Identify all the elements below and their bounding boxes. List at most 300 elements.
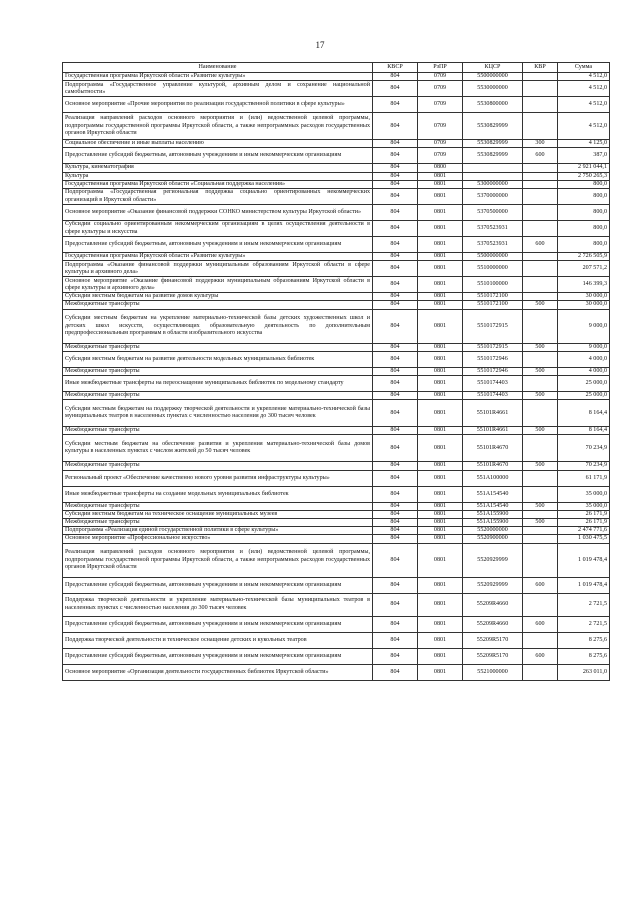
table-header-row — [63, 63, 610, 73]
cell-kvsr: 804 — [373, 427, 418, 435]
cell-name: Межбюджетные трансферты — [63, 519, 373, 527]
cell-sum: 9 000,0 — [558, 309, 610, 343]
table-row — [63, 593, 610, 616]
cell-rzpr: 0709 — [418, 73, 463, 81]
header-rzpr: РзПР — [418, 63, 463, 73]
cell-kvr: 500 — [523, 367, 558, 375]
cell-sum: 8 275,6 — [558, 632, 610, 648]
cell-kvr — [523, 543, 558, 577]
cell-kvsr: 804 — [373, 502, 418, 510]
cell-kcsr: 5521000000 — [463, 664, 523, 680]
cell-kvr — [523, 400, 558, 427]
cell-sum: 1 030 475,5 — [558, 535, 610, 543]
cell-name: Межбюджетные трансферты — [63, 367, 373, 375]
cell-rzpr: 0801 — [418, 261, 463, 277]
table-row — [63, 140, 610, 148]
cell-name: Основное мероприятие «Профессиональное искусство» — [63, 535, 373, 543]
cell-kcsr: 5510174403 — [463, 392, 523, 400]
cell-rzpr: 0801 — [418, 351, 463, 367]
cell-name: Поддержка творческой деятельности и техническое оснащение детских и кукольных театров — [63, 632, 373, 648]
cell-kvr — [523, 221, 558, 237]
table-row — [63, 486, 610, 502]
cell-kvsr: 804 — [373, 164, 418, 172]
cell-name: Межбюджетные трансферты — [63, 502, 373, 510]
cell-kvsr: 804 — [373, 253, 418, 261]
table-row — [63, 427, 610, 435]
cell-name: Основное мероприятие «Оказание финансовой поддержки СОНКО министерством культуры Иркутской области» — [63, 205, 373, 221]
cell-kvr — [523, 113, 558, 140]
cell-kvr — [523, 486, 558, 502]
cell-name: Предоставление субсидий бюджетным, автономным учреждениям и иным некоммерческим организациям — [63, 577, 373, 593]
cell-kvsr: 804 — [373, 470, 418, 486]
cell-rzpr: 0801 — [418, 189, 463, 205]
table-row — [63, 73, 610, 81]
cell-sum: 2 474 771,6 — [558, 527, 610, 535]
cell-kvsr: 804 — [373, 486, 418, 502]
cell-kvsr: 804 — [373, 237, 418, 253]
cell-sum: 26 171,9 — [558, 510, 610, 518]
cell-kvsr: 804 — [373, 577, 418, 593]
cell-kcsr: 5370523931 — [463, 221, 523, 237]
cell-name: Подпрограмма «Оказание финансовой поддержки муниципальным образованиям Иркутской области в сфере культуры и архивного дела» — [63, 261, 373, 277]
cell-rzpr: 0801 — [418, 400, 463, 427]
cell-kvsr: 804 — [373, 462, 418, 470]
cell-kvsr: 804 — [373, 189, 418, 205]
cell-sum: 146 399,3 — [558, 277, 610, 293]
cell-kvsr: 804 — [373, 81, 418, 97]
cell-sum: 25 000,0 — [558, 376, 610, 392]
cell-rzpr: 0709 — [418, 140, 463, 148]
table-row — [63, 113, 610, 140]
cell-rzpr: 0801 — [418, 664, 463, 680]
cell-sum: 387,0 — [558, 148, 610, 164]
cell-rzpr: 0800 — [418, 164, 463, 172]
table-row — [63, 543, 610, 577]
table-row — [63, 301, 610, 309]
cell-kcsr: 5500000000 — [463, 253, 523, 261]
cell-sum: 35 000,0 — [558, 486, 610, 502]
cell-sum: 4 512,0 — [558, 73, 610, 81]
cell-name: Региональный проект «Обеспечение качественно нового уровня развития инфраструктуры культуры» — [63, 470, 373, 486]
cell-kcsr: 5520929999 — [463, 543, 523, 577]
cell-kvsr: 804 — [373, 301, 418, 309]
table-row — [63, 189, 610, 205]
table-row — [63, 648, 610, 664]
cell-sum: 2 750 265,3 — [558, 172, 610, 180]
cell-name: Культура, кинематография — [63, 164, 373, 172]
cell-kvsr: 804 — [373, 205, 418, 221]
cell-sum: 8 164,4 — [558, 400, 610, 427]
cell-name: Реализация направлений расходов основного мероприятия и (или) ведомственной целевой программы, подпрограммы государственной программы Иркутской области, а также непрограммных расходов государственных органов Иркутской области — [63, 113, 373, 140]
table-row — [63, 616, 610, 632]
cell-kcsr: 551A155900 — [463, 519, 523, 527]
cell-sum: 4 512,0 — [558, 81, 610, 97]
cell-kvsr: 804 — [373, 97, 418, 113]
table-row — [63, 502, 610, 510]
cell-name: Государственная программа Иркутской области «Социальная поддержка населения» — [63, 180, 373, 188]
cell-name: Основное мероприятие «Прочие мероприятия по реализации государственной политики в сфере культуры» — [63, 97, 373, 113]
cell-rzpr: 0801 — [418, 486, 463, 502]
cell-kvr — [523, 73, 558, 81]
table-row — [63, 470, 610, 486]
cell-kvsr: 804 — [373, 535, 418, 543]
table-row — [63, 261, 610, 277]
cell-kcsr: 5520000000 — [463, 527, 523, 535]
table-row — [63, 392, 610, 400]
cell-kvr — [523, 435, 558, 462]
cell-sum: 26 171,9 — [558, 519, 610, 527]
table-row — [63, 519, 610, 527]
table-row — [63, 221, 610, 237]
cell-sum: 800,0 — [558, 189, 610, 205]
cell-sum: 2 721,5 — [558, 616, 610, 632]
table-row — [63, 253, 610, 261]
cell-sum: 25 000,0 — [558, 392, 610, 400]
cell-rzpr: 0801 — [418, 527, 463, 535]
cell-rzpr: 0709 — [418, 81, 463, 97]
cell-sum: 207 571,2 — [558, 261, 610, 277]
cell-kvsr: 804 — [373, 519, 418, 527]
cell-kcsr: 551A154540 — [463, 502, 523, 510]
cell-rzpr: 0801 — [418, 470, 463, 486]
cell-rzpr: 0801 — [418, 427, 463, 435]
table-row — [63, 367, 610, 375]
cell-name: Иные межбюджетные трансферты на переоснащение муниципальных библиотек по модельному стандарту — [63, 376, 373, 392]
cell-name: Межбюджетные трансферты — [63, 301, 373, 309]
cell-name: Подпрограмма «Государственное управление культурой, архивным делом и сохранение национальной самобытности» — [63, 81, 373, 97]
cell-kvr — [523, 309, 558, 343]
cell-kvsr: 804 — [373, 392, 418, 400]
cell-kcsr: 5530829999 — [463, 140, 523, 148]
cell-kvr — [523, 376, 558, 392]
header-kvr: КВР — [523, 63, 558, 73]
cell-rzpr: 0801 — [418, 519, 463, 527]
cell-kvr: 500 — [523, 343, 558, 351]
cell-kvr — [523, 632, 558, 648]
cell-kvsr: 804 — [373, 221, 418, 237]
cell-kcsr: 5510172946 — [463, 351, 523, 367]
table-row — [63, 376, 610, 392]
cell-name: Государственная программа Иркутской области «Развитие культуры» — [63, 253, 373, 261]
cell-name: Подпрограмма «Реализация единой государственной политики в сфере культуры» — [63, 527, 373, 535]
header-kvsr: КВСР — [373, 63, 418, 73]
cell-kcsr: 5500000000 — [463, 73, 523, 81]
cell-rzpr: 0801 — [418, 253, 463, 261]
cell-sum: 4 000,0 — [558, 351, 610, 367]
cell-kvsr: 804 — [373, 148, 418, 164]
table-row — [63, 148, 610, 164]
cell-rzpr: 0801 — [418, 462, 463, 470]
cell-name: Субсидии местным бюджетам на развитие деятельности модельных муниципальных библиотек — [63, 351, 373, 367]
cell-sum: 30 000,0 — [558, 293, 610, 301]
cell-rzpr: 0801 — [418, 237, 463, 253]
cell-kvr — [523, 172, 558, 180]
cell-kvr — [523, 189, 558, 205]
cell-name: Поддержка творческой деятельности и укрепление материально-технической базы муниципальных театров в населенных пунктах с численностью населения до 300 тысяч человек — [63, 593, 373, 616]
cell-rzpr: 0801 — [418, 392, 463, 400]
cell-sum: 1 019 478,4 — [558, 543, 610, 577]
cell-kvr — [523, 164, 558, 172]
table-row — [63, 527, 610, 535]
cell-kvr — [523, 261, 558, 277]
cell-kvsr: 804 — [373, 343, 418, 351]
cell-kvsr: 804 — [373, 140, 418, 148]
cell-sum: 263 011,0 — [558, 664, 610, 680]
cell-name: Иные межбюджетные трансферты на создание модельных муниципальных библиотек — [63, 486, 373, 502]
cell-kvsr: 804 — [373, 351, 418, 367]
cell-kvr — [523, 593, 558, 616]
cell-rzpr: 0801 — [418, 535, 463, 543]
cell-name: Межбюджетные трансферты — [63, 343, 373, 351]
cell-rzpr: 0801 — [418, 309, 463, 343]
cell-name: Подпрограмма «Государственная региональная поддержка социально ориентированных некоммерческих организаций в Иркутской области» — [63, 189, 373, 205]
cell-kvsr: 804 — [373, 400, 418, 427]
cell-kvsr: 804 — [373, 261, 418, 277]
cell-kvr — [523, 664, 558, 680]
cell-kvr — [523, 470, 558, 486]
cell-rzpr: 0801 — [418, 502, 463, 510]
cell-kvr — [523, 277, 558, 293]
cell-kvsr: 804 — [373, 113, 418, 140]
cell-kvr: 600 — [523, 648, 558, 664]
cell-name: Межбюджетные трансферты — [63, 427, 373, 435]
cell-rzpr: 0801 — [418, 172, 463, 180]
cell-rzpr: 0801 — [418, 277, 463, 293]
cell-name: Субсидии местным бюджетам на укрепление материально-технической базы детских художественных школ и детских школ искусств, осуществляющих образовательную деятельность по дополнительным предпрофессиональным программам в области изобразительного искусства — [63, 309, 373, 343]
cell-sum: 800,0 — [558, 180, 610, 188]
table-row — [63, 632, 610, 648]
cell-kcsr: 5370500000 — [463, 205, 523, 221]
table-row — [63, 351, 610, 367]
cell-sum: 800,0 — [558, 205, 610, 221]
cell-kcsr: 5510000000 — [463, 261, 523, 277]
cell-kvsr: 804 — [373, 73, 418, 81]
table-row — [63, 172, 610, 180]
cell-kvsr: 804 — [373, 180, 418, 188]
cell-name: Предоставление субсидий бюджетным, автономным учреждениям и иным некоммерческим организациям — [63, 648, 373, 664]
cell-sum: 800,0 — [558, 237, 610, 253]
cell-sum: 4 000,0 — [558, 367, 610, 375]
budget-table — [62, 62, 610, 681]
cell-sum: 70 234,9 — [558, 435, 610, 462]
cell-kcsr — [463, 164, 523, 172]
page-number: 17 — [315, 40, 325, 50]
cell-kcsr: 5510172946 — [463, 367, 523, 375]
cell-rzpr: 0801 — [418, 180, 463, 188]
cell-kvsr: 804 — [373, 527, 418, 535]
cell-kcsr — [463, 172, 523, 180]
table-row — [63, 97, 610, 113]
cell-kvr — [523, 527, 558, 535]
cell-name: Предоставление субсидий бюджетным, автономным учреждениям и иным некоммерческим организациям — [63, 148, 373, 164]
cell-rzpr: 0801 — [418, 205, 463, 221]
cell-rzpr: 0801 — [418, 435, 463, 462]
cell-kcsr: 55101R4670 — [463, 435, 523, 462]
cell-name: Межбюджетные трансферты — [63, 392, 373, 400]
header-kcsr: КЦСР — [463, 63, 523, 73]
cell-kvr: 600 — [523, 577, 558, 593]
cell-kvr — [523, 81, 558, 97]
cell-kcsr: 551A154540 — [463, 486, 523, 502]
cell-name: Государственная программа Иркутской области «Развитие культуры» — [63, 73, 373, 81]
table-row — [63, 205, 610, 221]
cell-rzpr: 0801 — [418, 593, 463, 616]
cell-kcsr: 5530829999 — [463, 148, 523, 164]
cell-kvsr: 804 — [373, 277, 418, 293]
cell-sum: 61 171,9 — [558, 470, 610, 486]
cell-kvsr: 804 — [373, 172, 418, 180]
cell-kcsr: 5510172915 — [463, 309, 523, 343]
cell-sum: 2 726 505,9 — [558, 253, 610, 261]
cell-name: Социальное обеспечение и иные выплаты населению — [63, 140, 373, 148]
cell-rzpr: 0709 — [418, 113, 463, 140]
cell-kvr: 600 — [523, 616, 558, 632]
table-row — [63, 510, 610, 518]
cell-sum: 2 721,5 — [558, 593, 610, 616]
cell-sum: 30 000,0 — [558, 301, 610, 309]
cell-rzpr: 0709 — [418, 148, 463, 164]
table-row — [63, 293, 610, 301]
cell-sum: 70 234,9 — [558, 462, 610, 470]
cell-rzpr: 0801 — [418, 616, 463, 632]
cell-kvr — [523, 510, 558, 518]
cell-rzpr: 0801 — [418, 293, 463, 301]
cell-kvr: 500 — [523, 301, 558, 309]
table-row — [63, 237, 610, 253]
cell-rzpr: 0801 — [418, 376, 463, 392]
cell-sum: 4 512,0 — [558, 97, 610, 113]
cell-name: Реализация направлений расходов основного мероприятия и (или) ведомственной целевой программы, подпрограммы государственной программы Иркутской области, а также непрограммных расходов государственных органов Иркутской области — [63, 543, 373, 577]
cell-name: Субсидии местным бюджетам на развитие домов культуры — [63, 293, 373, 301]
cell-kvr: 500 — [523, 462, 558, 470]
cell-name: Субсидии местным бюджетам на поддержку творческой деятельности и укрепление материально-технической базы муниципальных театров в населенных пунктах с численностью населения до 300 тысяч человек — [63, 400, 373, 427]
cell-kvr: 300 — [523, 140, 558, 148]
cell-kvsr: 804 — [373, 664, 418, 680]
cell-sum: 4 512,0 — [558, 113, 610, 140]
cell-kcsr: 55101R4670 — [463, 462, 523, 470]
cell-name: Межбюджетные трансферты — [63, 462, 373, 470]
cell-kcsr: 5510174403 — [463, 376, 523, 392]
cell-kvsr: 804 — [373, 543, 418, 577]
cell-rzpr: 0801 — [418, 543, 463, 577]
cell-name: Основное мероприятие «Организация деятельности государственных библиотек Иркутской области» — [63, 664, 373, 680]
cell-kvr: 600 — [523, 148, 558, 164]
cell-sum: 4 125,0 — [558, 140, 610, 148]
cell-kcsr: 5370523931 — [463, 237, 523, 253]
cell-kvr: 600 — [523, 237, 558, 253]
table-row — [63, 343, 610, 351]
cell-kvr — [523, 180, 558, 188]
cell-name: Субсидии местным бюджетам на обеспечение развития и укрепления материально-технической базы домов культуры в населенных пунктах с числом жителей до 50 тысяч человек — [63, 435, 373, 462]
cell-kvr — [523, 205, 558, 221]
cell-kcsr: 55209R4660 — [463, 593, 523, 616]
cell-rzpr: 0801 — [418, 343, 463, 351]
cell-kcsr: 551A155900 — [463, 510, 523, 518]
table-row — [63, 309, 610, 343]
cell-name: Предоставление субсидий бюджетным, автономным учреждениям и иным некоммерческим организациям — [63, 616, 373, 632]
cell-kvsr: 804 — [373, 435, 418, 462]
table-row — [63, 81, 610, 97]
cell-rzpr: 0801 — [418, 632, 463, 648]
cell-kcsr: 5300000000 — [463, 180, 523, 188]
cell-name: Основное мероприятие «Оказание финансовой поддержки муниципальным образованиям Иркутской области в сфере культуры и архивного дела» — [63, 277, 373, 293]
cell-kvsr: 804 — [373, 376, 418, 392]
table-row — [63, 435, 610, 462]
cell-kvr: 500 — [523, 427, 558, 435]
header-sum: Сумма — [558, 63, 610, 73]
cell-kvsr: 804 — [373, 648, 418, 664]
cell-sum: 8 275,6 — [558, 648, 610, 664]
cell-kvr — [523, 535, 558, 543]
cell-kcsr: 5510172100 — [463, 301, 523, 309]
table-row — [63, 577, 610, 593]
cell-name: Предоставление субсидий бюджетным, автономным учреждениям и иным некоммерческим организациям — [63, 237, 373, 253]
cell-kcsr: 55101R4661 — [463, 400, 523, 427]
cell-kcsr: 55209R4660 — [463, 616, 523, 632]
cell-name: Культура — [63, 172, 373, 180]
cell-kvr — [523, 293, 558, 301]
cell-kcsr: 5370000000 — [463, 189, 523, 205]
cell-kcsr: 5510172915 — [463, 343, 523, 351]
cell-kvr: 500 — [523, 392, 558, 400]
cell-sum: 35 000,0 — [558, 502, 610, 510]
cell-kvsr: 804 — [373, 632, 418, 648]
cell-rzpr: 0801 — [418, 221, 463, 237]
cell-kvsr: 804 — [373, 293, 418, 301]
header-name: Наименование — [63, 63, 373, 73]
cell-kvsr: 804 — [373, 367, 418, 375]
cell-rzpr: 0801 — [418, 577, 463, 593]
cell-kcsr: 5530000000 — [463, 81, 523, 97]
cell-kcsr: 5520900000 — [463, 535, 523, 543]
table-row — [63, 164, 610, 172]
cell-rzpr: 0801 — [418, 510, 463, 518]
table-row — [63, 180, 610, 188]
table-row — [63, 664, 610, 680]
cell-kcsr: 5510172100 — [463, 293, 523, 301]
cell-sum: 800,0 — [558, 221, 610, 237]
cell-rzpr: 0801 — [418, 301, 463, 309]
cell-kvr — [523, 97, 558, 113]
cell-kvsr: 804 — [373, 593, 418, 616]
cell-kcsr: 5530800000 — [463, 97, 523, 113]
cell-sum: 8 164,4 — [558, 427, 610, 435]
cell-rzpr: 0709 — [418, 97, 463, 113]
cell-sum: 2 921 044,1 — [558, 164, 610, 172]
cell-kcsr: 5520929999 — [463, 577, 523, 593]
cell-kcsr: 5510100000 — [463, 277, 523, 293]
cell-rzpr: 0801 — [418, 367, 463, 375]
cell-name: Субсидии социально ориентированным некоммерческим организациям в целях осуществления деятельности в сфере культуры и искусства — [63, 221, 373, 237]
table-row — [63, 535, 610, 543]
cell-kvr: 500 — [523, 519, 558, 527]
cell-kvr — [523, 253, 558, 261]
cell-kcsr: 55209R5170 — [463, 632, 523, 648]
table-row — [63, 277, 610, 293]
cell-kvsr: 804 — [373, 510, 418, 518]
cell-sum: 1 019 478,4 — [558, 577, 610, 593]
cell-kcsr: 551A100000 — [463, 470, 523, 486]
cell-kcsr: 55209R5170 — [463, 648, 523, 664]
cell-rzpr: 0801 — [418, 648, 463, 664]
cell-kvr: 500 — [523, 502, 558, 510]
cell-sum: 9 000,0 — [558, 343, 610, 351]
cell-kcsr: 55101R4661 — [463, 427, 523, 435]
cell-kvr — [523, 351, 558, 367]
table-row — [63, 400, 610, 427]
cell-name: Субсидии местным бюджетам на техническое оснащение муниципальных музеев — [63, 510, 373, 518]
cell-kvsr: 804 — [373, 616, 418, 632]
